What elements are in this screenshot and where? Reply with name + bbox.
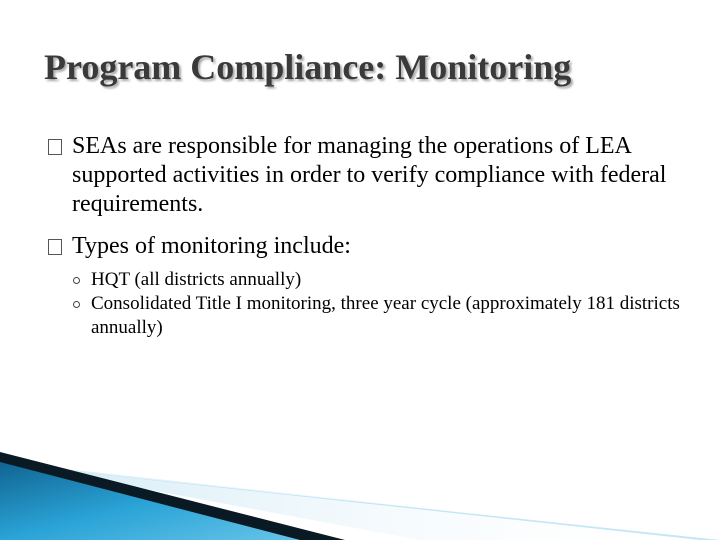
bullet-text: SEAs are responsible for managing the operations of LEA supported activities in order to verify compliance with federal requirements. — [72, 133, 667, 217]
bullet-text: Types of monitoring include: — [72, 233, 351, 259]
bullet-item — [48, 232, 688, 261]
slide-title: Program Compliance: Monitoring — [44, 47, 572, 87]
sub-bullet-item — [72, 292, 688, 340]
square-bullet-icon — [48, 139, 62, 155]
sub-bullet-item — [72, 268, 688, 292]
dark-swoosh — [0, 452, 345, 540]
pale-swoosh — [0, 462, 720, 540]
blue-swoosh — [0, 456, 330, 540]
sub-bullet-text: Consolidated Title I monitoring, three year cycle (approximately 181 districts annually) — [91, 293, 680, 338]
slide-body — [48, 132, 688, 340]
bullet-item — [48, 132, 688, 219]
sub-bullet-list — [72, 268, 688, 340]
square-bullet-icon — [48, 239, 62, 255]
sub-bullet-text: HQT (all districts annually) — [91, 269, 302, 290]
circle-bullet-icon — [73, 277, 80, 284]
circle-bullet-icon — [73, 301, 80, 308]
accent-line — [60, 470, 720, 540]
